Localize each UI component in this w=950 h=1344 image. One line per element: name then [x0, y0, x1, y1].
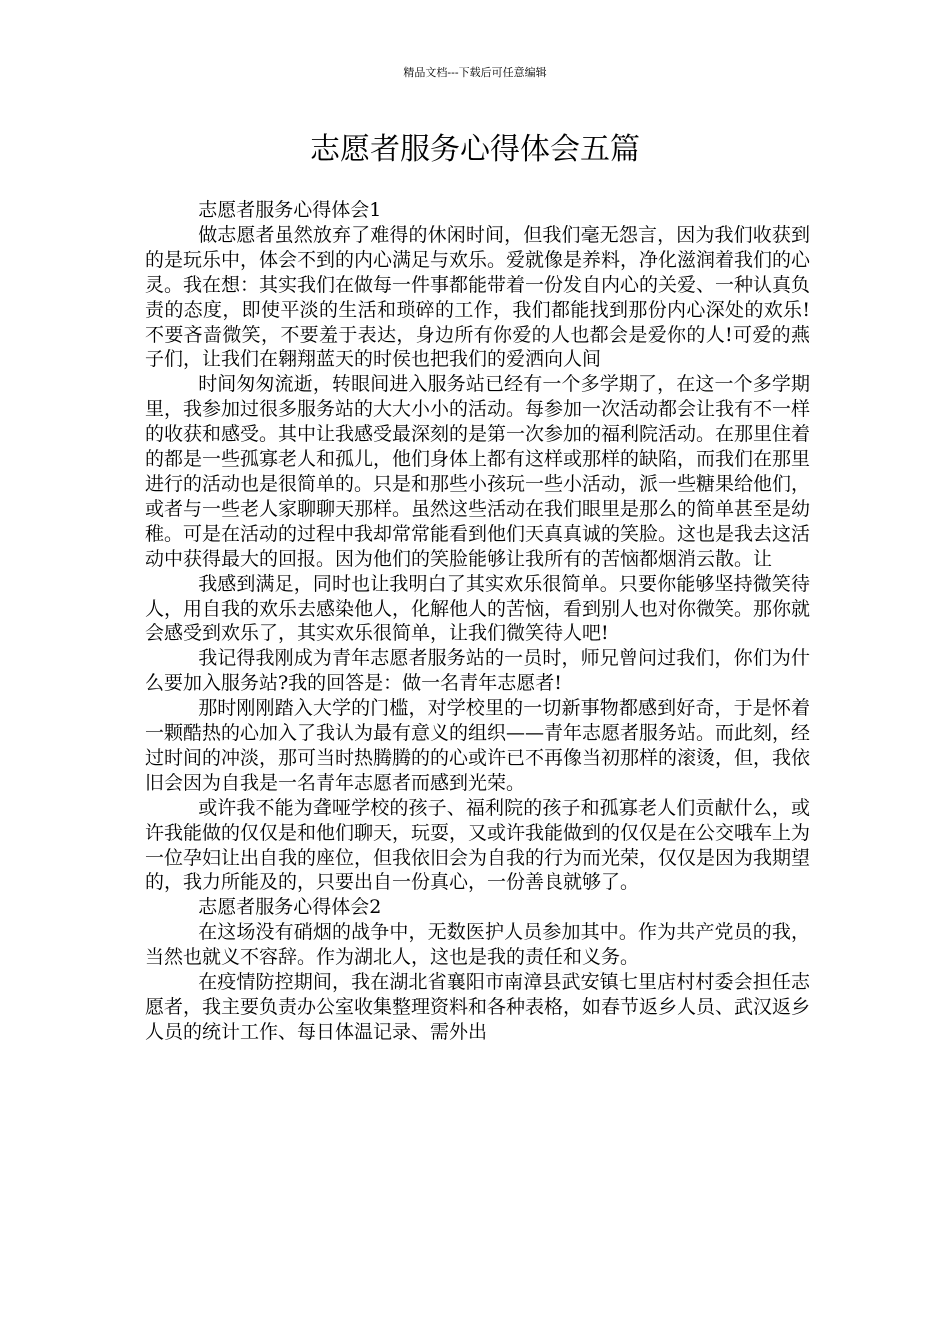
- section-heading: 志愿者服务心得体会1: [198, 199, 382, 221]
- body-paragraph: 时间匆匆流逝，转眼间进入服务站已经有一个多学期了，在这一个多学期里，我参加过很多服务站的大大小小的活动。每参加一次活动都会让我有不一样的收获和感受。其中让我感受最深刻的是第一次参加的福利院活动。在那里住着的都是一些孤寡老人和孤儿，他们身体上都有这样或那样的缺陷，而我们在那里进行的活动也是很简单的。只是和那些小孩玩一些小活动，派一些糖果给他们，或者与一些老人家聊聊天那样。虽然这些活动在我们眼里是那么的简单甚至是幼稚。可是在活动的过程中我却常常能看到他们天真真诚的笑脸。这也是我去这活动中获得最大的回报。因为他们的笑脸能够让我所有的苦恼都烟消云散。让: [145, 373, 811, 570]
- body-paragraph: 做志愿者虽然放弃了难得的休闲时间，但我们毫无怨言，因为我们收获到的是玩乐中，体会不到的内心满足与欢乐。爱就像是养料，净化滋润着我们的心灵。我在想：其实我们在做每一件事都能带着一份发自内心的关爱、一种认真负责的态度，即使平淡的生活和琐碎的工作，我们都能找到那份内心深处的欢乐!不要吝啬微笑，不要羞于表达，身边所有你爱的人也都会是爱你的人!可爱的燕子们，让我们在翱翔蓝天的时侯也把我们的爱洒向人间: [145, 223, 811, 371]
- body-paragraph: 我感到满足，同时也让我明白了其实欢乐很简单。只要你能够坚持微笑待人，用自我的欢乐去感染他人，化解他人的苦恼，看到别人也对你微笑。那你就会感受到欢乐了，其实欢乐很简单，让我们微笑待人吧!: [145, 572, 811, 645]
- section-heading: 志愿者服务心得体会2: [198, 896, 382, 919]
- body-paragraph: 我记得我刚成为青年志愿者服务站的一员时，师兄曾问过我们，你们为什么要加入服务站?我的回答是：做一名青年志愿者!: [145, 647, 810, 695]
- body-paragraph: 或许我不能为聋哑学校的孩子、福利院的孩子和孤寡老人们贡献什么，或许我能做的仅仅是和他们聊天，玩耍，又或许我能做到的仅仅是在公交哦车上为一位孕妇让出自我的座位，但我依旧会为自我的行为而光荣，仅仅是因为我期望的，我力所能及的，只要出自一份真心，一份善良就够了。: [145, 796, 811, 894]
- body-paragraph: 那时刚刚踏入大学的门槛，对学校里的一切新事物都感到好奇，于是怀着一颗酷热的心加入了我认为最有意义的组织——青年志愿者服务站。而此刻，经过时间的冲淡，那可当时热腾腾的的心或许已不再像当初那样的滚烫，但，我依旧会因为自我是一名青年志愿者而感到光荣。: [145, 697, 811, 794]
- page-header-note: 精品文档---下载后可任意编辑: [403, 66, 547, 79]
- document-body: [145, 198, 810, 1045]
- body-paragraph: 在疫情防控期间，我在湖北省襄阳市南漳县武安镇七里店村村委会担任志愿者，我主要负责办公室收集整理资料和各种表格，如春节返乡人员、武汉返乡人员的统计工作、每日体温记录、需外出: [145, 971, 811, 1043]
- document-title: 志愿者服务心得体会五篇: [310, 132, 640, 167]
- body-paragraph: 在这场没有硝烟的战争中，无数医护人员参加其中。作为共产党员的我，当然也就义不容辞。作为湖北人，这也是我的责任和义务。: [145, 921, 810, 969]
